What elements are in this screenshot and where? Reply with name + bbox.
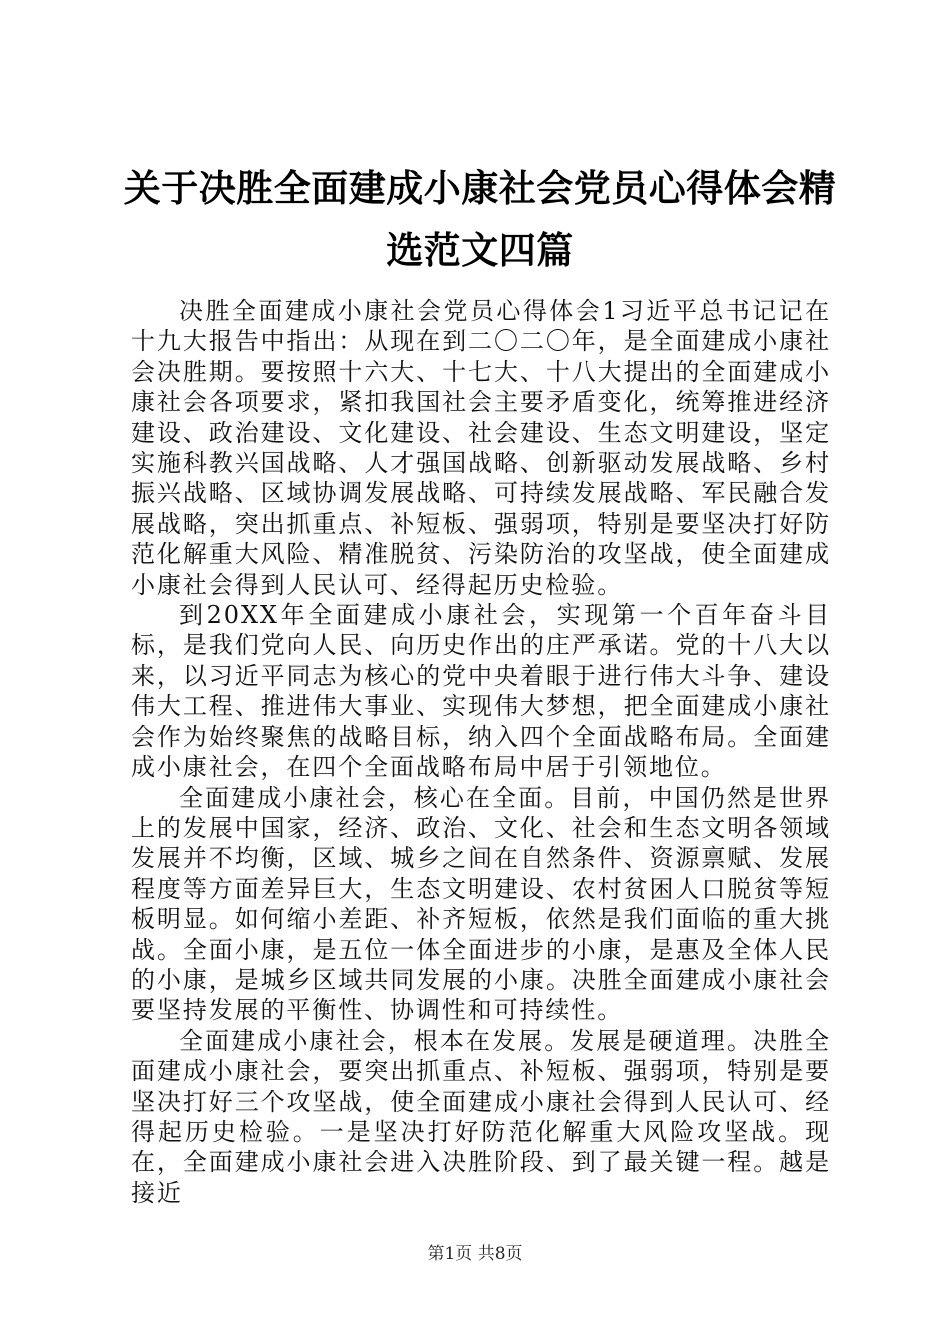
paragraph: 全面建成小康社会，核心在全面。目前，中国仍然是世界上的发展中国家，经济、政治、文化、社会和生态文明各领域发展并不均衡，区域、城乡之间在自然条件、资源禀赋、发展程度等方面差异巨大，生态文明建设、农村贫困人口脱贫等短板明显。如何缩小差距、补齐短板，依然是我们面临的重大挑战。全面小康，是五位一体全面进步的小康，是惠及全体人民的小康，是城乡区域共同发展的小康。决胜全面建成小康社会要坚持发展的平衡性、协调性和可持续性。 <box>131 783 831 1025</box>
page-footer <box>0 1243 950 1265</box>
document-body <box>131 296 831 1208</box>
paragraph: 全面建成小康社会，根本在发展。发展是硬道理。决胜全面建成小康社会，要突出抓重点、补短板、强弱项，特别是要坚决打好三个攻坚战，使全面建成小康社会得到人民认可、经得起历史检验。一是坚决打好防范化解重大风险攻坚战。现在，全面建成小康社会进入决胜阶段、到了最关键一程。越是接近 <box>131 1026 831 1207</box>
paragraph: 到20XX年全面建成小康社会，实现第一个百年奋斗目标，是我们党向人民、向历史作出的庄严承诺。党的十八大以来，以习近平同志为核心的党中央着眼于进行伟大斗争、建设伟大工程、推进伟大事业、实现伟大梦想，把全面建成小康社会作为始终聚焦的战略目标，纳入四个全面战略布局。全面建成小康社会，在四个全面战略布局中居于引领地位。 <box>131 601 831 782</box>
document-title: 关于决胜全面建成小康社会党员心得体会精选范文四篇 <box>123 166 837 272</box>
page-number: 第1页 共8页 <box>427 1244 523 1264</box>
paragraph: 决胜全面建成小康社会党员心得体会1习近平总书记记在十九大报告中指出：从现在到二〇二〇年，是全面建成小康社会决胜期。要按照十六大、十七大、十八大提出的全面建成小康社会各项要求，紧扣我国社会主要矛盾变化，统筹推进经济建设、政治建设、文化建设、社会建设、生态文明建设，坚定实施科教兴国战略、人才强国战略、创新驱动发展战略、乡村振兴战略、区域协调发展战略、可持续发展战略、军民融合发展战略，突出抓重点、补短板、强弱项，特别是要坚决打好防范化解重大风险、精准脱贫、污染防治的攻坚战，使全面建成小康社会得到人民认可、经得起历史检验。 <box>131 297 831 599</box>
